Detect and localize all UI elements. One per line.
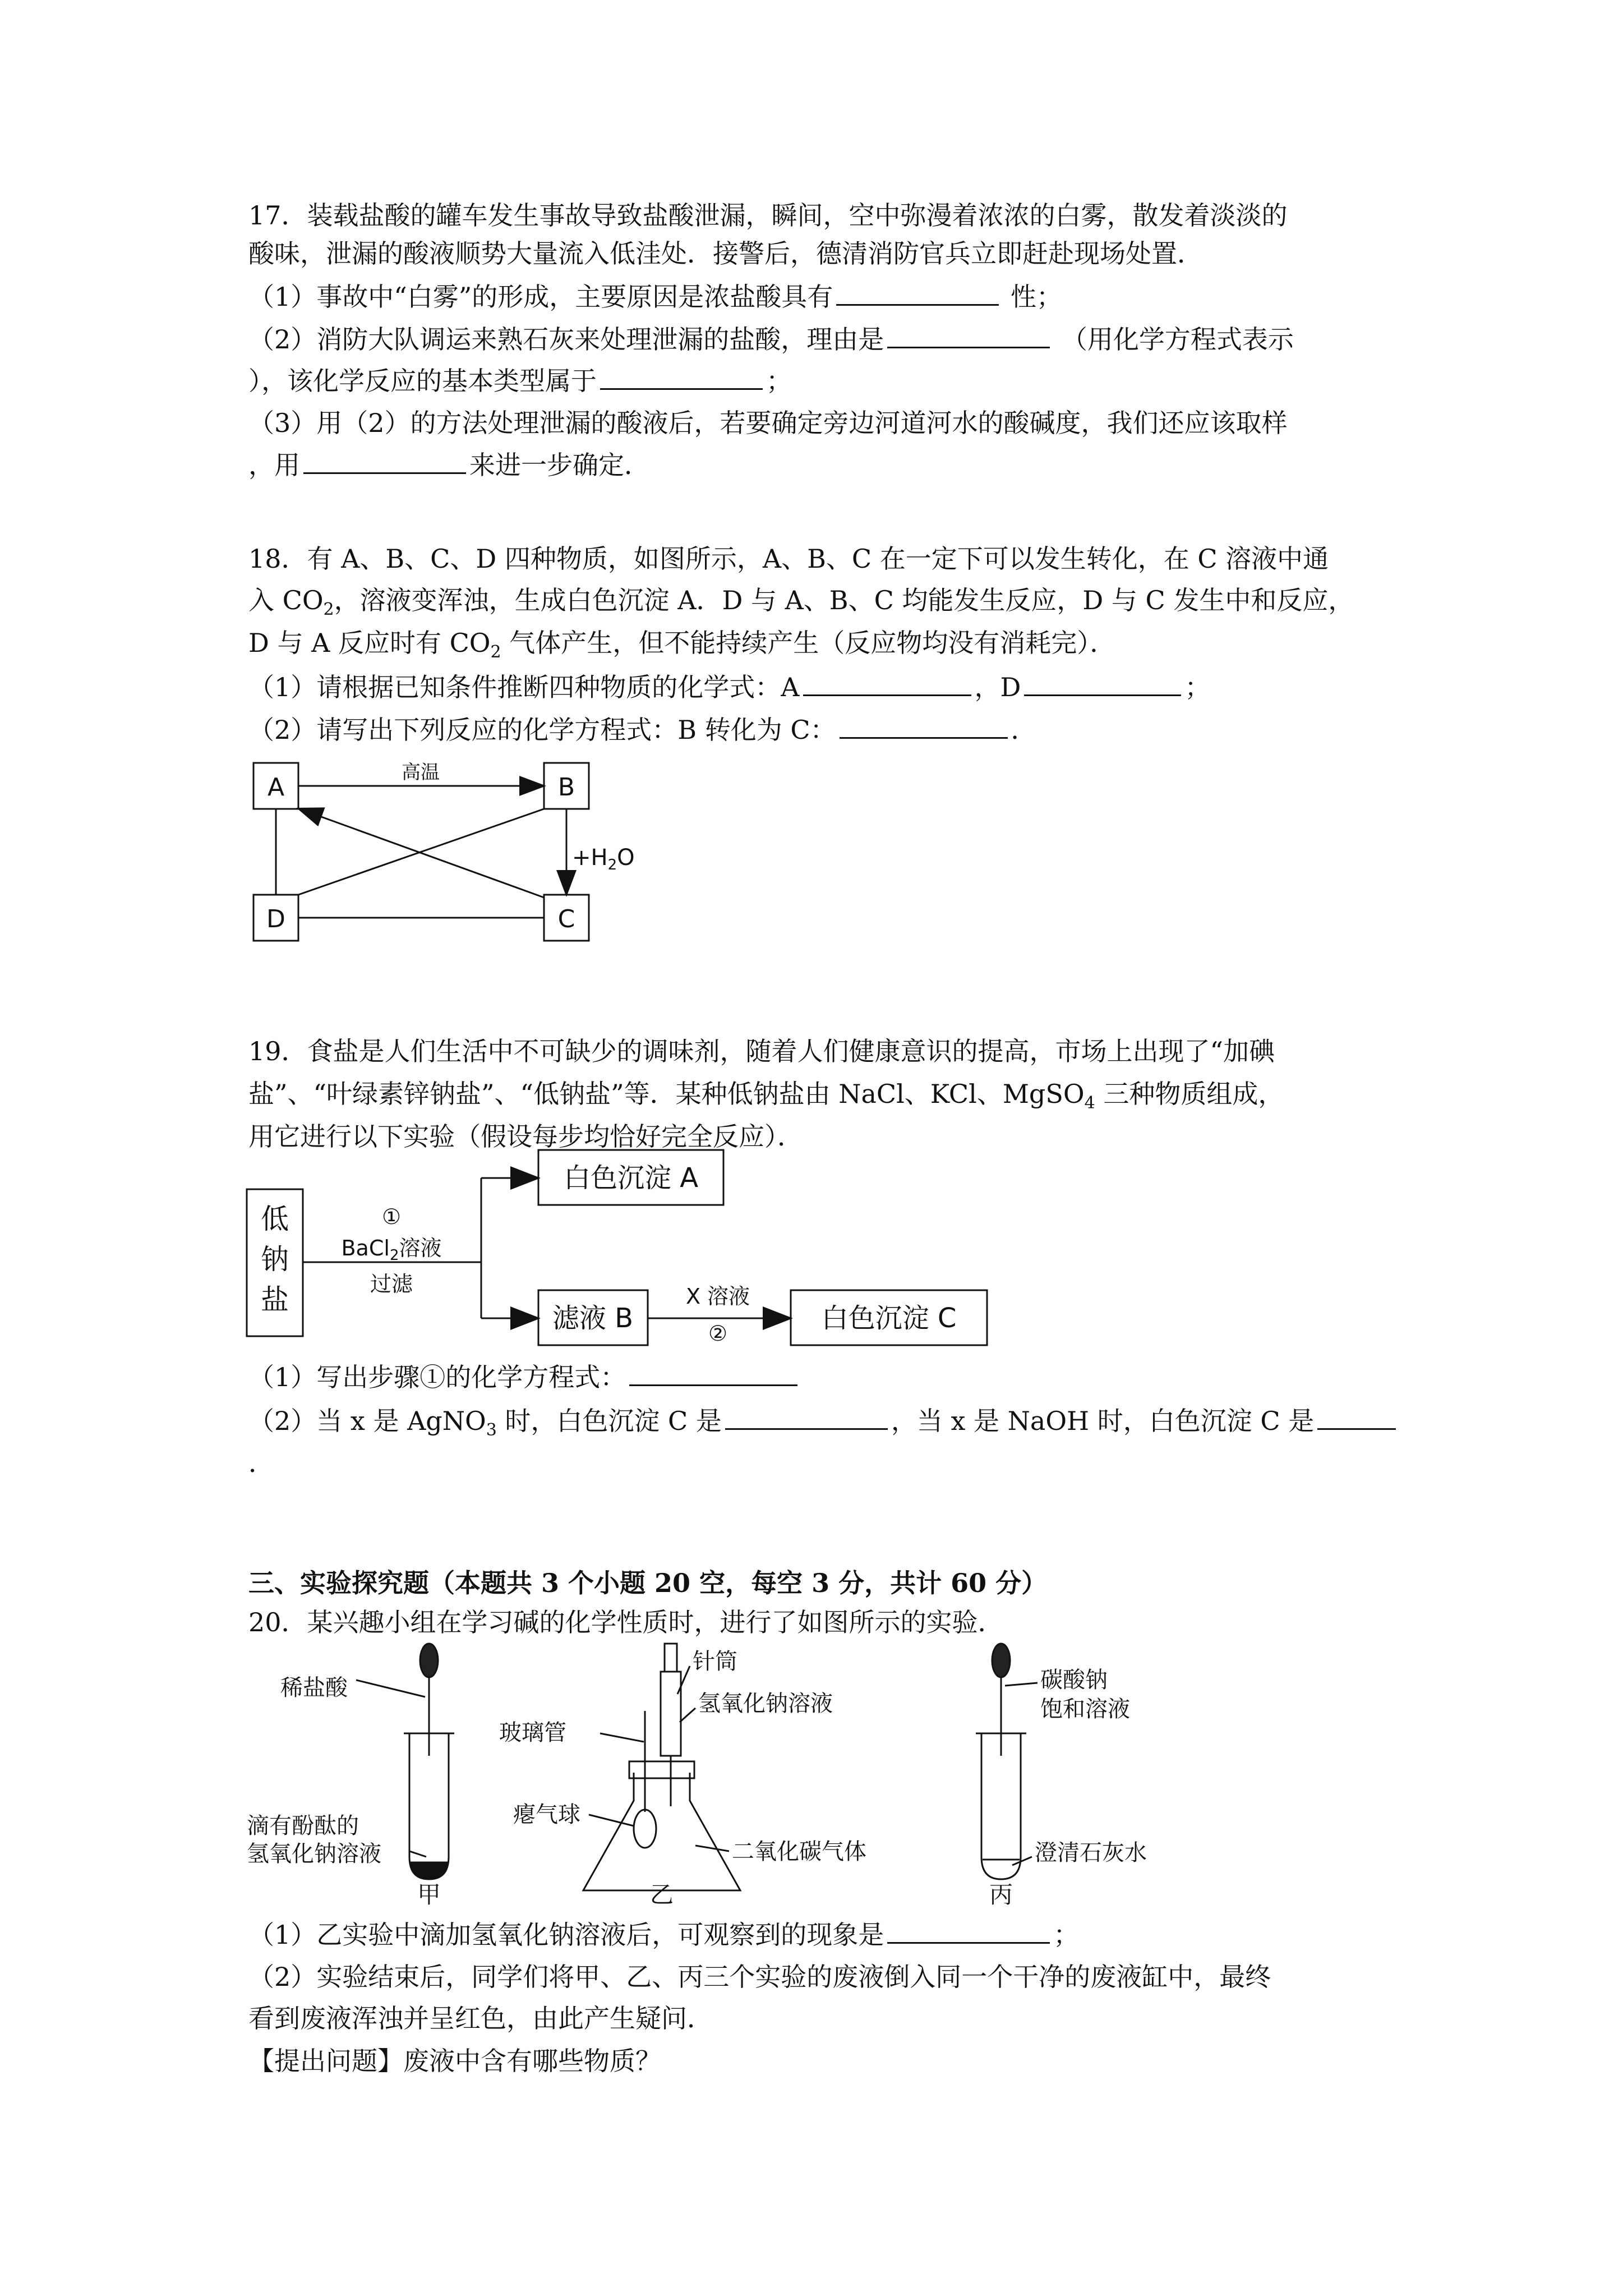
q18-text: ，溶液变浑浊，生成白色沉淀 A．D 与 A、B、C 均能发生反应，D 与 C 发生中和反应， — [334, 585, 1354, 615]
q20-line-5 — [248, 2044, 661, 2078]
q18-text: ，D — [974, 672, 1021, 702]
q18-text: （2）请写出下列反应的化学方程式：B 转化为 C： — [248, 715, 836, 745]
q17-text: 性； — [1002, 282, 1062, 312]
q20-text: （2）实验结束后，同学们将甲、乙、丙三个实验的废液倒入同一个干净的废液缸中，最终 — [248, 1962, 1271, 1992]
deflated-balloon — [634, 1810, 656, 1848]
label-sodium: 钠 — [261, 1243, 289, 1276]
q20-text: 【提出问题】废液中含有哪些物质？ — [248, 2046, 661, 2076]
label-filter: 过滤 — [370, 1272, 413, 1296]
q20-text: ； — [1053, 1920, 1080, 1950]
q19-text: 时，白色沉淀 C 是 — [496, 1406, 722, 1436]
leader-balloon — [589, 1815, 634, 1826]
q19-text: （2）当 x 是 AgNO — [248, 1406, 486, 1436]
q20-text: （1）乙实验中滴加氢氧化钠溶液后，可观察到的现象是 — [248, 1920, 884, 1950]
label-yi: 乙 — [649, 1881, 674, 1908]
q18-text: 18．有 A、B、C、D 四种物质，如图所示，A、B、C 在一定下可以发生转化，在 C 溶液中通 — [248, 544, 1329, 574]
section-title-text: 三、实验探究题（本题共 3 个小题 20 空，每空 3 分，共计 60 分） — [248, 1568, 1048, 1598]
q18-text: ． — [1011, 715, 1037, 745]
q19-text: （1）写出步骤①的化学方程式： — [248, 1362, 626, 1392]
q19-text: 19．食盐是人们生活中不可缺少的调味剂，随着人们健康意识的提高，市场上出现了“加碘 — [248, 1036, 1275, 1066]
label-salt: 盐 — [261, 1283, 289, 1316]
q19-line-4 — [248, 1360, 801, 1394]
q20-line-4 — [248, 2001, 713, 2035]
q20-text: 20．某兴趣小组在学习碱的化学性质时，进行了如图所示的实验． — [248, 1607, 1004, 1637]
answer-blank[interactable] — [887, 1917, 1050, 1944]
q17-text: 来进一步确定． — [469, 450, 650, 480]
answer-blank[interactable] — [887, 322, 1050, 348]
answer-blank[interactable] — [629, 1360, 797, 1386]
q18-line-4 — [248, 670, 1210, 704]
q18-line-5 — [248, 712, 1037, 747]
q20-apparatus-diagram — [247, 1644, 1200, 1907]
q19-line-2 — [248, 1077, 1284, 1114]
q20-line-2 — [248, 1917, 1079, 1952]
q17-line-3 — [248, 279, 1062, 314]
q17-line-1 — [248, 199, 1288, 232]
rubber-stopper — [629, 1761, 694, 1778]
label-filtrate-b: 滤液 B — [552, 1303, 634, 1334]
q19-line-1 — [248, 1034, 1275, 1068]
q20-line-3 — [248, 1960, 1271, 1994]
q19-text: 用它进行以下实验（假设每步均恰好完全反应）． — [248, 1121, 803, 1152]
label-limewater: 澄清石灰水 — [1035, 1840, 1147, 1866]
answer-blank[interactable] — [836, 279, 999, 306]
label-bing: 丙 — [989, 1881, 1013, 1908]
label-syringe: 针筒 — [693, 1649, 737, 1674]
label-phenol: 滴有酚酞的 — [247, 1813, 359, 1839]
label-c: C — [557, 905, 575, 933]
answer-blank[interactable] — [840, 712, 1008, 739]
label-b: B — [557, 773, 575, 802]
q18-text: 气体产生，但不能持续产生（反应物均没有消耗完）． — [501, 628, 1116, 658]
subscript: 3 — [486, 1420, 497, 1441]
q18-text: 入 CO — [248, 585, 324, 615]
syringe-plunger — [665, 1644, 677, 1672]
leader-co2 — [695, 1846, 729, 1851]
label-glass-tube: 玻璃管 — [499, 1720, 566, 1746]
leader-naoh — [680, 1708, 695, 1722]
leader-na2co3 — [1005, 1683, 1038, 1686]
label-plus-water: $+H_2O$ — [572, 845, 635, 873]
label-naoh-solution-jia: 氢氧化钠溶液 — [247, 1841, 381, 1867]
label-balloon: 瘪气球 — [513, 1802, 580, 1828]
q18-conversion-diagram — [241, 746, 635, 959]
label-naoh-solution-yi: 氢氧化钠溶液 — [698, 1691, 833, 1717]
leader-hcl — [356, 1680, 425, 1697]
q17-text: ，用 — [248, 450, 300, 480]
q17-text: 酸味，泄漏的酸液顺势大量流入低洼处．接警后，德清消防官兵立即赶赴现场处置． — [248, 238, 1203, 269]
q17-text: （2）消防大队调运来熟石灰来处理泄漏的盐酸，理由是 — [248, 324, 884, 355]
dropper-bulb-jia — [420, 1644, 438, 1677]
label-d: D — [266, 905, 285, 933]
label-dilute-hcl: 稀盐酸 — [280, 1675, 348, 1701]
label-low: 低 — [261, 1203, 289, 1235]
subscript: 2 — [323, 600, 334, 620]
q18-line-1 — [248, 542, 1329, 576]
label-step-2: ② — [708, 1321, 728, 1346]
q19-text: ． — [248, 1448, 274, 1478]
syringe-barrel — [661, 1672, 681, 1756]
conical-flask — [583, 1773, 740, 1890]
label-step-1: ① — [381, 1204, 402, 1229]
q19-flow-diagram — [247, 1144, 1021, 1358]
q20-text: 看到废液浑浊并呈红色，由此产生疑问． — [248, 2003, 713, 2033]
label-precipitate-c: 白色沉淀 C — [821, 1303, 957, 1334]
q18-line-3 — [248, 626, 1115, 660]
label-bacl2-solution: BaCl$_2$溶液 — [341, 1236, 442, 1264]
q17-line-5 — [248, 364, 792, 398]
q20-line-1 — [248, 1605, 1004, 1639]
q19-text: ，当 x 是 NaOH 时，白色沉淀 C 是 — [891, 1406, 1315, 1436]
q18-text: ； — [1184, 672, 1211, 702]
label-high-temp: 高温 — [402, 761, 440, 784]
q17-text: 17．装载盐酸的罐车发生事故导致盐酸泄漏，瞬间，空中弥漫着浓浓的白雾，散发着淡淡的 — [248, 200, 1288, 231]
leader-naoh-phenol — [409, 1851, 426, 1857]
leader-syringe — [677, 1666, 690, 1694]
q18-text: （1）请根据已知条件推断四种物质的化学式：A — [248, 672, 800, 702]
subscript: 2 — [490, 642, 501, 662]
q17-text: （用化学方程式表示 — [1053, 324, 1294, 355]
dropper-bulb-bing — [992, 1644, 1010, 1677]
answer-blank[interactable] — [600, 364, 763, 390]
liquid-jia — [411, 1862, 448, 1878]
answer-blank[interactable] — [725, 1404, 888, 1430]
section-3-title — [248, 1566, 1047, 1600]
q19-text: 三种物质组成， — [1095, 1079, 1284, 1109]
label-a: A — [267, 773, 285, 802]
leader-limewater — [1012, 1857, 1032, 1865]
answer-blank[interactable] — [1024, 670, 1181, 696]
label-precipitate-a: 白色沉淀 A — [563, 1162, 699, 1194]
q19-text: 盐”、“叶绿素锌钠盐”、“低钠盐”等．某种低钠盐由 NaCl、KCl、MgSO — [248, 1079, 1085, 1109]
label-saturated-solution: 饱和溶液 — [1040, 1696, 1130, 1722]
answer-blank[interactable] — [1317, 1404, 1396, 1430]
q17-line-4 — [248, 322, 1294, 356]
q17-line-6 — [248, 406, 1288, 440]
q17-text: ； — [766, 366, 792, 396]
label-jia: 甲 — [417, 1881, 441, 1908]
label-x-solution: X 溶液 — [685, 1284, 750, 1309]
label-na2co3: 碳酸钠 — [1040, 1667, 1108, 1693]
q17-text: （1）事故中“白雾”的形成，主要原因是浓盐酸具有 — [248, 282, 833, 312]
answer-blank[interactable] — [303, 448, 466, 474]
leader-glass-tube — [600, 1733, 644, 1742]
q17-text: ），该化学反应的基本类型属于 — [248, 366, 597, 396]
answer-blank[interactable] — [803, 670, 971, 696]
q17-line-7 — [248, 448, 650, 482]
q19-line-6 — [248, 1446, 274, 1480]
q19-line-5 — [248, 1404, 1399, 1441]
subscript: 4 — [1084, 1093, 1095, 1114]
q17-text: （3）用（2）的方法处理泄漏的酸液后，若要确定旁边河道河水的酸碱度，我们还应该取样 — [248, 408, 1288, 438]
q18-text: D 与 A 反应时有 CO — [248, 628, 491, 658]
q17-line-2 — [248, 237, 1203, 270]
label-co2-gas: 二氧化碳气体 — [732, 1839, 866, 1865]
q18-line-2 — [248, 583, 1354, 620]
